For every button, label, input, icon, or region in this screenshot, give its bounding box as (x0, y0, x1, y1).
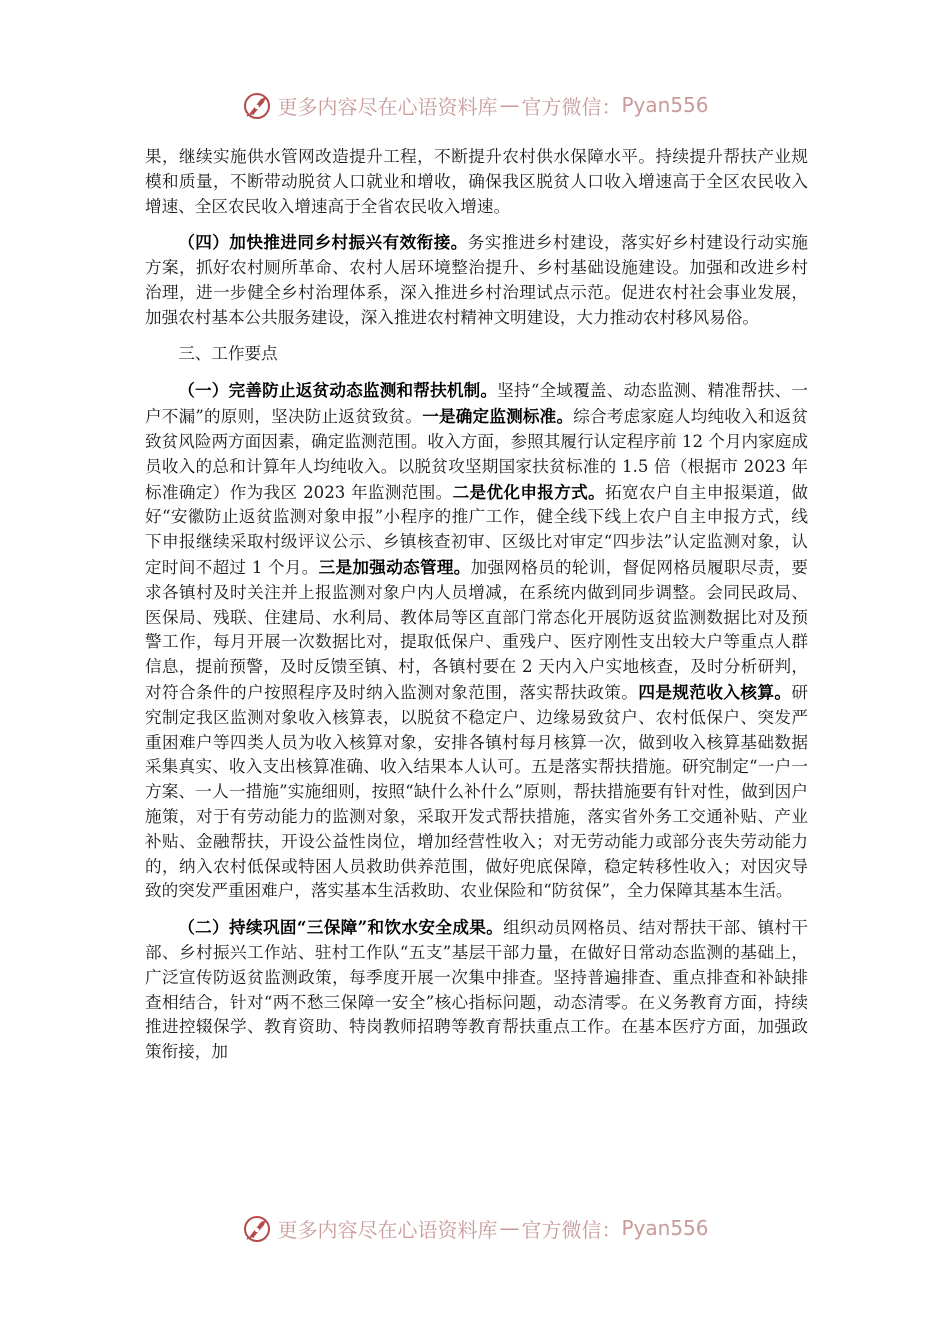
pen-nib-logo-icon (241, 1212, 273, 1244)
watermark-text: 更多内容尽在心语资料库 (277, 94, 498, 119)
subheading-4: （四）加快推进同乡村振兴有效衔接。 (178, 232, 468, 253)
pen-nib-logo-icon (241, 89, 273, 121)
paragraph-text: 坚持“全域覆盖、动态监测、精准帮扶、一户不漏”的原则，坚决防止返贫致贫。 (145, 381, 808, 427)
paragraph-rural-revitalization (145, 230, 808, 330)
subheading-2: （二）持续巩固“三保障”和饮水安全成果。 (178, 917, 504, 938)
paragraph-monitoring-mechanism (145, 378, 808, 904)
watermark-contact-id: Pyan556 (621, 93, 709, 117)
document-body (145, 145, 808, 1076)
paragraph-continuation: 果，继续实施供水管网改造提升工程，不断提升农村供水保障水平。持续提升帮扶产业规模和质量，不断带动脱贫人口就业和增收，确保我区脱贫人口收入增速高于全区农民收入增速、全区农民收入增速高于全省农民收入增速。 (145, 147, 808, 216)
paragraph-text: 研究制定我区监测对象收入核算表，以脱贫不稳定户、边缘易致贫户、农村低保户、突发严重困难户等四类人员为收入核算对象，安排各镇村每月核算一次，做到收入核算基础数据采集真实、收入支出核算准确、收入结果本人认可。五是落实帮扶措施。研究制定“一户一方案、一人一措施”实施细则，按照“缺什么补什么”原则，帮扶措施要有针对性，做到因户施策，对于有劳动能力的监测对象，采取开发式帮扶措施，落实省外务工交通补贴、产业补贴、金融帮扶，开设公益性岗位，增加经营性收入；对无劳动能力或部分丧失劳动能力的，纳入农村低保或特困人员救助供养范围，做好兜底保障，稳定转移性收入；对因灾导致的突发严重困难户，落实基本生活救助、农业保险和“防贫保”，全力保障其基本生活。 (145, 682, 809, 901)
watermark-text: 更多内容尽在心语资料库 (277, 1217, 498, 1242)
watermark-separator: — (499, 1216, 520, 1240)
paragraph-text: 加强网格员的轮训，督促网格员履职尽责，要求各镇村及时关注并上报监测对象户内人员增减，在系统内做到同步调整。会同民政局、医保局、残联、住建局、水利局、教体局等区直部门常态化开展防返贫监测数据比对及预警工作，每月开展一次数据比对，提取低保户、重残户、医疗刚性支出较大户等重点人群信息，提前预警，及时反馈至镇、村，各镇村要在 2 天内入户实地核查，及时分析研判，对符合条件的户按照程序及时纳入监测对象范围，落实帮扶政策。 (145, 557, 809, 702)
watermark-contact-id: Pyan556 (621, 1216, 709, 1240)
watermark-banner-bottom (0, 1208, 950, 1248)
point-2-lead: 二是优化申报方式。 (452, 481, 606, 502)
point-3-lead: 三是加强动态管理。 (318, 556, 471, 577)
point-4-lead: 四是规范收入核算。 (638, 681, 792, 702)
section-heading: 三、工作要点 (178, 343, 278, 363)
watermark-separator: — (499, 93, 520, 117)
paragraph-three-guarantees (145, 915, 808, 1065)
paragraph-text: 综合考虑家庭人均纯收入和返贫致贫风险两方面因素，确定监测范围。收入方面，参照其履行认定程序前 12 个月内家庭成员收入的总和计算年人均纯收入。以脱贫攻坚期国家扶贫标准的 1.5 倍（根据市 2023 年标准确定）作为我区 2023 年监测范围。 (145, 407, 809, 502)
paragraph-text: 拓宽农户自主申报渠道，做好“安徽防止返贫监测对象申报”小程序的推广工作，健全线下线上农户自主申报方式，线下申报继续采取村级评议公示、乡镇核查初审、区级比对审定“四步法”认定监测对象，认定时间不超过 1 个月。 (145, 482, 809, 577)
point-1-lead: 一是确定监测标准。 (422, 406, 574, 427)
watermark-banner-top (0, 85, 950, 125)
paragraph-text: 务实推进乡村建设，落实好乡村建设行动实施方案，抓好农村厕所革命、农村人居环境整治提升、乡村基础设施建设。加强和改进乡村治理，进一步健全乡村治理体系，深入推进乡村治理试点示范。促进农村社会事业发展，加强农村基本公共服务建设，深入推进农村精神文明建设，大力推动农村移风易俗。 (145, 233, 809, 327)
paragraph-text: 组织动员网格员、结对帮扶干部、镇村干部、乡村振兴工作站、驻村工作队“五支”基层干部力量，在做好日常动态监测的基础上，广泛宣传防返贫监测政策，每季度开展一次集中排查。坚持普遍排查、重点排查和补缺排查相结合，针对“两不愁三保障一安全”核心指标问题，动态清零。在义务教育方面，持续推进控辍保学、教育资助、特岗教师招聘等教育帮扶重点工作。在基本医疗方面，加强政策衔接，加 (145, 918, 809, 1062)
watermark-contact-label: 官方微信： (521, 94, 622, 119)
subheading-1: （一）完善防止返贫动态监测和帮扶机制。 (178, 380, 498, 401)
watermark-contact-label: 官方微信： (521, 1217, 622, 1242)
